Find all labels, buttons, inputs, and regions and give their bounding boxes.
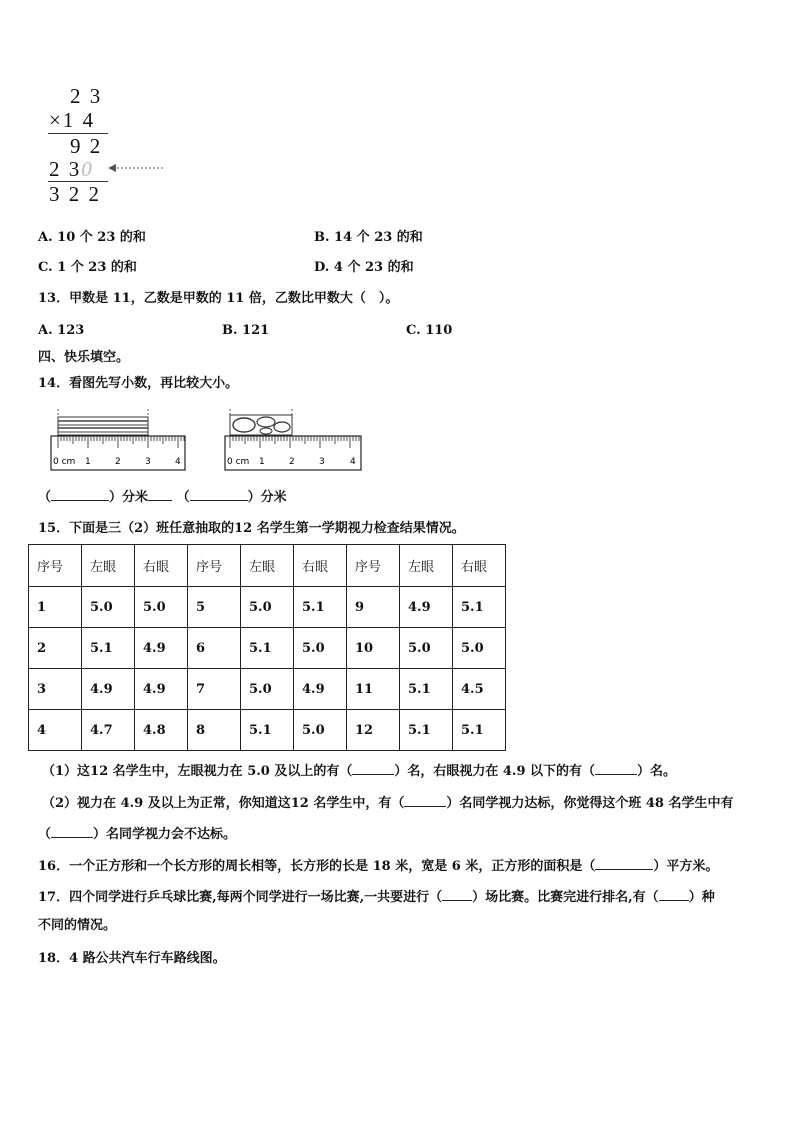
table-cell: 4.5 (453, 669, 506, 710)
table-cell: 5.0 (135, 587, 188, 628)
hidden-zero-digit: 0 (81, 157, 94, 181)
vision-table (28, 544, 506, 751)
table-header: 序号 (347, 545, 400, 587)
table-cell: 5.0 (294, 710, 347, 751)
table-cell: 10 (347, 628, 400, 669)
table-row (29, 710, 506, 751)
table-cell: 2 (29, 628, 82, 669)
ruler-figure-2 (222, 409, 364, 473)
q12-option-b[interactable]: B. 14 个 23 的和 (314, 230, 423, 245)
table-cell: 5.0 (453, 628, 506, 669)
table-cell: 8 (188, 710, 241, 751)
table-cell: 5.0 (241, 587, 294, 628)
q13-option-c[interactable]: C. 110 (406, 323, 453, 338)
multiplication-result: 3 2 2 (49, 182, 101, 206)
section-4-title: 四、快乐填空。 (38, 350, 130, 365)
table-cell: 7 (188, 669, 241, 710)
q12-option-c[interactable]: C. 1 个 23 的和 (38, 260, 137, 275)
q14-blank-2[interactable] (190, 488, 248, 501)
ruler2-label-4: 4 (350, 457, 356, 467)
q13-question: 13．甲数是 11，乙数是甲数的 11 倍，乙数比甲数大（ ）。 (38, 291, 399, 306)
table-cell: 5.1 (453, 710, 506, 751)
table-header: 序号 (29, 545, 82, 587)
q15-sub-question-2: （2）视力在 4.9 及以上为正常，你知道这12 名学生中，有（ ）名同学视力达标，你觉得这个班 48 名学生中有 (42, 796, 734, 811)
table-cell: 5.1 (453, 587, 506, 628)
ruler2-label-1: 1 (259, 457, 265, 467)
ruler1-label-2: 2 (115, 457, 121, 467)
table-row (29, 587, 506, 628)
multiplier: ×1 4 (49, 108, 96, 132)
table-cell: 5.0 (82, 587, 135, 628)
table-cell: 5.1 (400, 710, 453, 751)
table-header: 左眼 (400, 545, 453, 587)
table-cell: 4.7 (82, 710, 135, 751)
table-header: 左眼 (241, 545, 294, 587)
table-row (29, 628, 506, 669)
table-cell: 4.8 (135, 710, 188, 751)
table-cell: 1 (29, 587, 82, 628)
ruler2-label-0: 0 cm (227, 457, 250, 467)
ruler-figure-1 (48, 409, 188, 473)
q16-blank[interactable] (595, 857, 653, 870)
table-header: 左眼 (82, 545, 135, 587)
q14-question: 14．看图先写小数，再比较大小。 (38, 376, 239, 391)
q17-blank-2[interactable] (659, 888, 689, 901)
table-cell: 4.9 (135, 628, 188, 669)
q15-blank-2[interactable] (595, 762, 637, 775)
ruler1-label-3: 3 (145, 457, 151, 467)
table-cell: 5.1 (241, 710, 294, 751)
table-header: 右眼 (294, 545, 347, 587)
table-cell: 5.1 (241, 628, 294, 669)
table-header: 右眼 (135, 545, 188, 587)
table-cell: 5.1 (82, 628, 135, 669)
q17-blank-1[interactable] (442, 888, 472, 901)
q17-question-cont: 不同的情况。 (38, 918, 117, 933)
partial-product-1: 9 2 (70, 134, 103, 158)
q16-question: 16．一个正方形和一个长方形的周长相等，长方形的长是 18 米，宽是 6 米，正方形的面积是（ ）平方米。 (38, 859, 719, 874)
table-cell: 5.0 (400, 628, 453, 669)
q13-option-b[interactable]: B. 121 (222, 323, 270, 338)
q14-answer-line: （ ）分米 （ ）分米 (38, 490, 287, 505)
q17-question: 17．四个同学进行乒乓球比赛,每两个同学进行一场比赛,一共要进行（ ）场比赛。比赛完进行排名,有（ ）种 (38, 890, 715, 905)
table-cell: 11 (347, 669, 400, 710)
multiplicand: 2 3 (70, 84, 103, 108)
q15-question: 15．下面是三（2）班任意抽取的12 名学生第一学期视力检查结果情况。 (38, 521, 465, 536)
ruler1-label-1: 1 (85, 457, 91, 467)
table-header-row (29, 545, 506, 587)
q18-question: 18．4 路公共汽车行车路线图。 (38, 951, 226, 966)
table-cell: 5 (188, 587, 241, 628)
table-header: 右眼 (453, 545, 506, 587)
q15-blank-4[interactable] (51, 825, 93, 838)
q15-blank-3[interactable] (404, 794, 446, 807)
table-cell: 5.1 (400, 669, 453, 710)
q15-sub-question-1: （1）这12 名学生中，左眼视力在 5.0 及以上的有（ ）名，右眼视力在 4.9 以下的有（ ）名。 (42, 764, 677, 779)
table-cell: 3 (29, 669, 82, 710)
table-cell: 9 (347, 587, 400, 628)
table-cell: 4 (29, 710, 82, 751)
q14-blank-1[interactable] (51, 488, 109, 501)
table-cell: 6 (188, 628, 241, 669)
q15-sub-question-2-cont: （ ）名同学视力会不达标。 (38, 827, 237, 842)
q12-option-d[interactable]: D. 4 个 23 的和 (314, 260, 414, 275)
ruler2-label-2: 2 (289, 457, 295, 467)
partial-product-2: 2 30 (49, 157, 94, 181)
ruler1-label-0: 0 cm (53, 457, 76, 467)
table-row (29, 669, 506, 710)
dotted-arrow-icon (104, 160, 166, 176)
table-header: 序号 (188, 545, 241, 587)
table-cell: 5.1 (294, 587, 347, 628)
table-cell: 5.0 (241, 669, 294, 710)
table-cell: 12 (347, 710, 400, 751)
q15-blank-1[interactable] (352, 762, 394, 775)
q12-option-a[interactable]: A. 10 个 23 的和 (38, 230, 146, 245)
ruler1-label-4: 4 (175, 457, 181, 467)
table-cell: 4.9 (82, 669, 135, 710)
table-cell: 5.0 (294, 628, 347, 669)
q14-compare-blank[interactable] (148, 488, 172, 501)
ruler2-label-3: 3 (319, 457, 325, 467)
table-cell: 4.9 (135, 669, 188, 710)
q13-option-a[interactable]: A. 123 (38, 323, 85, 338)
table-cell: 4.9 (400, 587, 453, 628)
table-cell: 4.9 (294, 669, 347, 710)
